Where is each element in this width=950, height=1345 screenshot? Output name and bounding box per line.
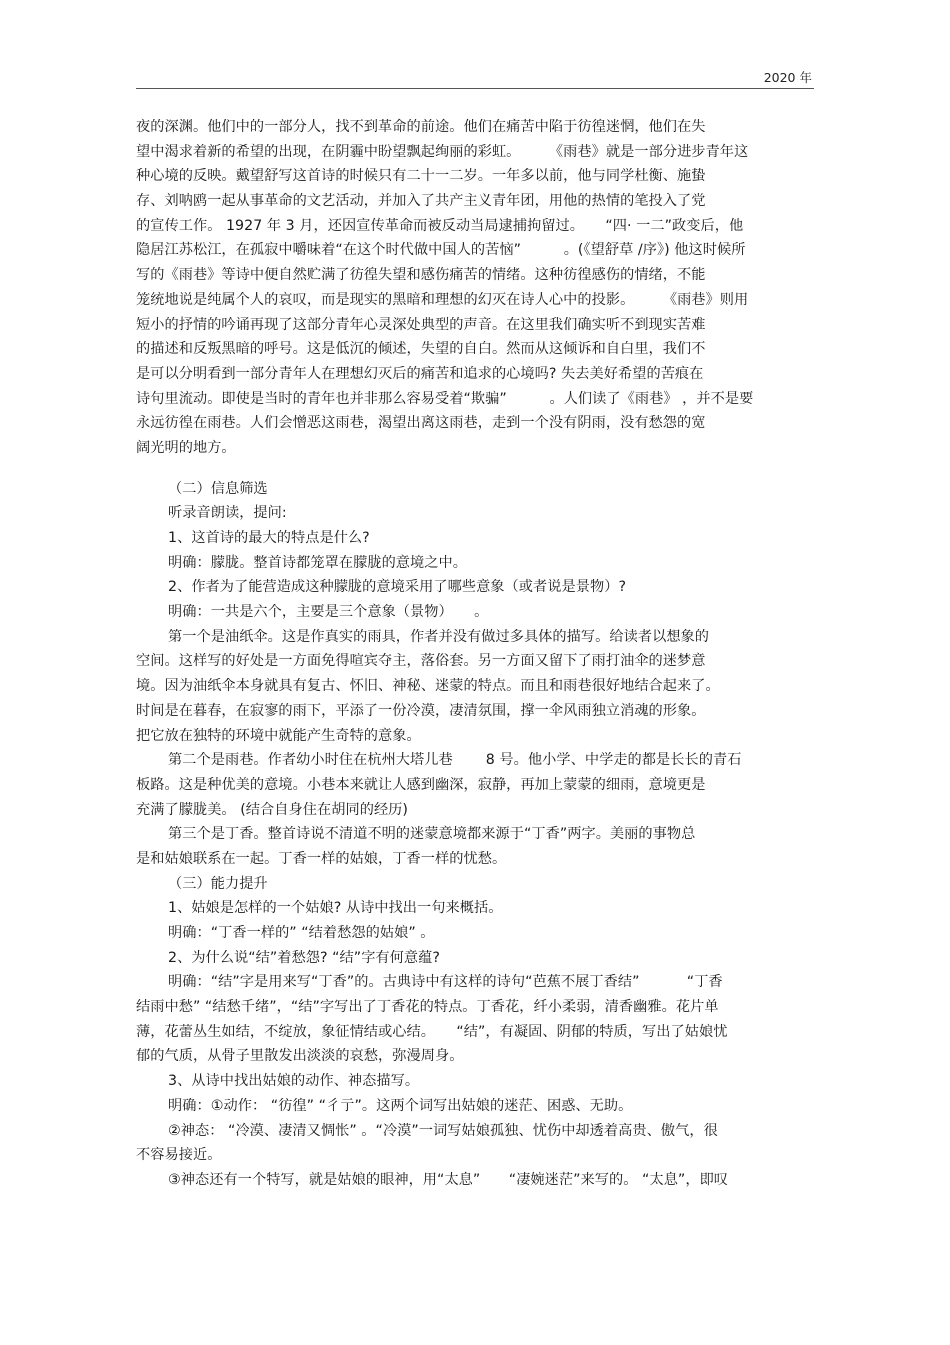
page-header: [136, 62, 814, 89]
text-line: 板路。这是种优美的意境。小巷本来就让人感到幽深，寂静，再加上蒙蒙的细雨，意境更是: [136, 776, 706, 793]
text-line: 薄，花蕾丛生如结，不绽放，象征情结或心结。 “结”，有凝固、阴郁的特质，写出了姑娘忧: [136, 1023, 728, 1040]
text-line: ③神态还有一个特写，就是姑娘的眼神，用“太息” “凄婉迷茫”来写的。 “太息”，即叹: [168, 1171, 729, 1188]
text-line: 郁的气质，从骨子里散发出淡淡的哀愁，弥漫周身。: [136, 1048, 464, 1065]
text-line: 短小的抒情的吟诵再现了这部分青年心灵深处典型的声音。在这里我们确实听不到现实苦难: [136, 316, 706, 333]
text-line: 明确：“结”字是用来写“丁香”的。古典诗中有这样的诗句“芭蕉不展丁香结” “丁香: [168, 974, 723, 991]
text-line: 写的《雨巷》等诗中便自然贮满了彷徨失望和感伤痛苦的情绪。这种彷徨感伤的情绪，不能: [136, 267, 706, 284]
text-line: 永远彷徨在雨巷。人们会憎恶这雨巷，渴望出离这雨巷，走到一个没有阴雨，没有愁怨的宽: [136, 415, 706, 432]
text-line: 结雨中愁” “结愁千绪”，“结”字写出了丁香花的特点。丁香花，纤小柔弱，清香幽雅。花片单: [136, 999, 719, 1016]
text-line: 第二个是雨巷。作者幼小时住在杭州大塔儿巷 8 号。他小学、中学走的都是长长的青石: [168, 752, 742, 769]
document-body: [136, 115, 826, 1193]
text-line: 的描述和反叛黑暗的呼号。这是低沉的倾述，失望的自白。然而从这倾诉和自白里，我们不: [136, 341, 706, 358]
text-line: （三）能力提升: [168, 875, 268, 892]
text-line: 第三个是丁香。整首诗说不清道不明的迷蒙意境都来源于“丁香”两字。美丽的事物总: [168, 826, 696, 843]
section-gap: [136, 461, 826, 477]
text-line: 听录音朗读，提问:: [168, 505, 287, 522]
text-line: 充满了朦胧美。 (结合自身住在胡同的经历): [136, 801, 409, 818]
text-line: 境。因为油纸伞本身就具有复古、怀旧、神秘、迷蒙的特点。而且和雨巷很好地结合起来了。: [136, 678, 720, 695]
text-line: 时间是在暮春，在寂寥的雨下，平添了一份冷漠，凄清氛围，撑一伞风雨独立消魂的形象。: [136, 702, 706, 719]
text-line: 把它放在独特的环境中就能产生奇特的意象。: [136, 727, 421, 744]
text-line: 望中渴求着新的希望的出现，在阴霾中盼望飘起绚丽的彩虹。 《雨巷》就是一部分进步青年这: [136, 143, 749, 160]
text-line: 种心境的反映。戴望舒写这首诗的时候只有二十一二岁。一年多以前，他与同学杜衡、施蛰: [136, 168, 706, 185]
text-line: 3、从诗中找出姑娘的动作、神态描写。: [168, 1073, 420, 1090]
header-year: 2020 年: [763, 70, 812, 85]
text-line: 的宣传工作。 1927 年 3 月，还因宣传革命而被反动当局逮捕拘留过。 “四· 一二”政变后，他: [136, 217, 744, 234]
text-line: 隐居江苏松江，在孤寂中嚼味着“在这个时代做中国人的苦恼” 。(《望舒草 /序》) 他这时候所: [136, 242, 746, 259]
text-line: 2、作者为了能营造成这种朦胧的意境采用了哪些意象（或者说是景物）?: [168, 579, 627, 596]
text-line: 明确：一共是六个，主要是三个意象（景物） 。: [168, 604, 489, 621]
text-line: 笼统地说是纯属个人的哀叹，而是现实的黑暗和理想的幻灭在诗人心中的投影。 《雨巷》则用: [136, 291, 749, 308]
text-line: 是可以分明看到一部分青年人在理想幻灭后的痛苦和追求的心境吗? 失去美好希望的苦痕在: [136, 365, 704, 382]
text-line: 1、姑娘是怎样的一个姑娘? 从诗中找出一句来概括。: [168, 900, 503, 917]
text-line: （二）信息筛选: [168, 480, 268, 497]
text-line: 空间。这样写的好处是一方面免得喧宾夺主，落俗套。另一方面又留下了雨打油伞的迷梦意: [136, 653, 706, 670]
text-line: 明确：“丁香一样的” “结着愁怨的姑娘” 。: [168, 925, 435, 941]
text-line: 阔光明的地方。: [136, 439, 236, 456]
text-line: 存、刘呐鸥一起从事革命的文艺活动，并加入了共产主义青年团，用他的热情的笔投入了党: [136, 193, 706, 210]
text-line: 夜的深渊。他们中的一部分人，找不到革命的前途。他们在痛苦中陷于彷徨迷惘，他们在失: [136, 119, 706, 135]
text-line: 1、这首诗的最大的特点是什么?: [168, 530, 370, 546]
text-line: 是和姑娘联系在一起。丁香一样的姑娘，丁香一样的忧愁。: [136, 850, 507, 867]
text-line: 明确：朦胧。整首诗都笼罩在朦胧的意境之中。: [168, 554, 467, 571]
text-line: 不容易接近。: [136, 1147, 222, 1164]
text-line: 2、为什么说“结”着愁怨? “结”字有何意蕴?: [168, 949, 440, 966]
text-line: 第一个是油纸伞。这是作真实的雨具，作者并没有做过多具体的描写。给读者以想象的: [168, 628, 710, 645]
text-line: 诗句里流动。即使是当时的青年也并非那么容易受着“欺骗” 。人们读了《雨巷》 ，并不是要: [136, 390, 754, 407]
text-line: 明确：①动作： “彷徨” “彳亍”。这两个词写出姑娘的迷茫、困惑、无助。: [168, 1097, 633, 1114]
text-line: ②神态： “冷漠、凄清又惆怅” 。“冷漠”一词写姑娘孤独、忧伤中却透着高贵、傲气，很: [168, 1122, 718, 1139]
